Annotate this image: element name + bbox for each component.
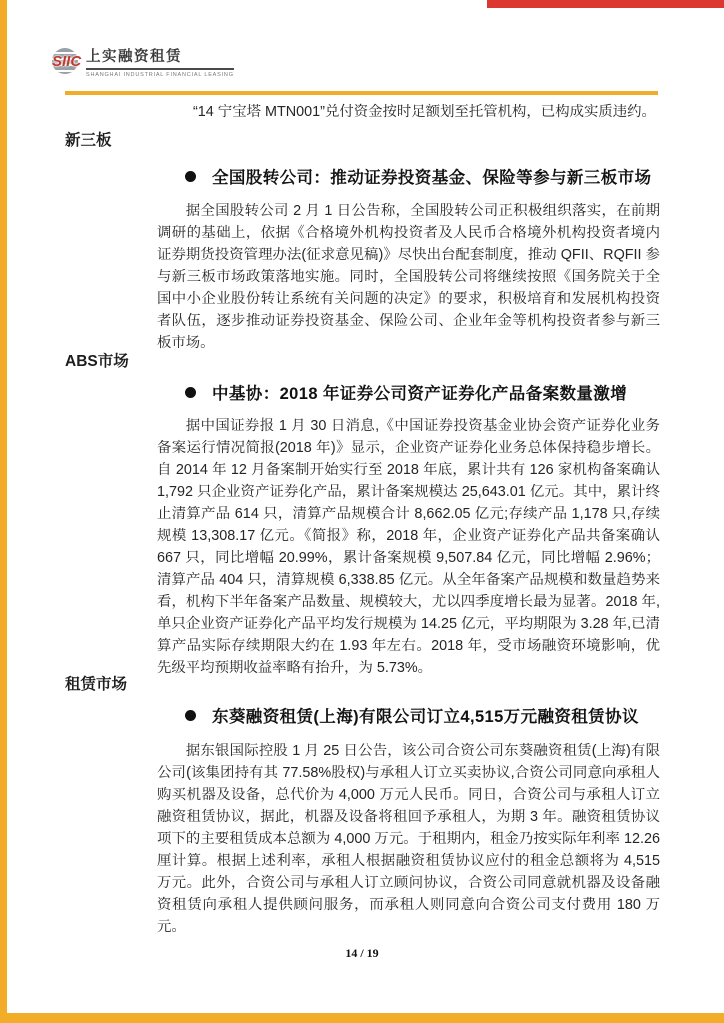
bottom-yellow-bar	[0, 1013, 724, 1023]
section-title-leasing: 租赁市场	[65, 676, 128, 693]
page-number: 14 / 19	[345, 946, 379, 960]
bullet-icon	[185, 710, 196, 721]
bullet-icon	[185, 171, 196, 182]
paragraph-leasing: 据东银国际控股 1 月 25 日公告，该公司合资公司东葵融资租赁(上海)有限公司(该集团持有其 77.58%股权)与承租人订立买卖协议,合资公司同意向承租人购买机器及设备，总代价为 4,000 万元人民币。同日，合资公司与承租人订立融资租赁协议，据此，机器及设备将租回予承租人，为期 3 年。融资租赁协议项下的主要租赁成本总额为 4,000 万元。于租期内，租金乃按实际年利率 12.26 厘计算。根据上述利率，承租人根据融资租赁协议应付的租金总额将为 4,515 万元。此外，合资公司与承租人订立顾问协议，合资公司同意就机器及设备融资租赁向承租人提供顾问服务，而承租人则同意向合资公司支付费用 180 万元。	[157, 743, 660, 935]
header-divider-rule	[65, 91, 658, 95]
company-name-cn: 上实融资租赁	[86, 45, 234, 70]
section-title-abs: ABS市场	[65, 353, 129, 370]
intro-carryover-line: “14 宁宝塔 MTN001”兑付资金按时足额划至托管机构，已构成实质违约。	[193, 104, 656, 120]
section-title-neeq: 新三板	[65, 132, 112, 149]
paragraph-neeq: 据全国股转公司 2 月 1 日公告称，全国股转公司正积极组织落实，在前期调研的基础上，依据《合格境外机构投资者及人民币合格境外机构投资者境内证券期货投资管理办法(征求意见稿)》尽快出台配套制度，推动 QFII、RQFII 参与新三板市场政策落地实施。同时，全国股转公司将继续按照《国务院关于全国中小企业股份转让系统有关问题的决定》的要求，积极培育和发展机构投资者队伍，逐步推动证券投资基金、保险公司、企业年金等机构投资者参与新三板市场。	[157, 203, 660, 351]
bullet-icon	[185, 387, 196, 398]
left-yellow-bar	[0, 0, 7, 1023]
paragraph-abs: 据中国证券报 1 月 30 日消息,《中国证券投资基金业协会资产证券化业务备案运行情况简报(2018 年)》显示，企业资产证券化业务总体保持稳步增长。自 2014 年 12 月备案制开始实行至 2018 年底，累计共有 126 家机构备案确认 1,792 只企业资产证券化产品，累计备案规模达 25,643.01 亿元。其中，累计终止清算产品 614 只，清算产品规模合计 8,662.05 亿元;存续产品 1,178 只,存续规模 13,308.17 亿元。《简报》称，2018 年，企业资产证券化产品共备案确认 667 只，同比增幅 20.99%，累计备案规模 9,507.84 亿元，同比增幅 2.96%；清算产品 404 只，清算规模 6,338.85 亿元。从全年备案产品规模和数量趋势来看，机构下半年备案产品数量、规模较大，尤以四季度增长最为显著。2018 年,单只企业资产证券化产品平均发行规模为 14.25 亿元，平均期限为 3.28 年,已清算产品实际存续期限大约在 1.93 年左右。2018 年，受市场融资环境影响，优先级平均预期收益率略有抬升，为 5.73%。	[157, 418, 660, 676]
top-right-red-bar	[487, 0, 724, 8]
bullet-heading-abs: 中基协：2018 年证券公司资产证券化产品备案数量激增	[157, 380, 660, 404]
bullet-heading-leasing: 东葵融资租赁(上海)有限公司订立4,515万元融资租赁协议	[157, 703, 660, 727]
company-logo	[52, 45, 234, 78]
company-name-en: SHANGHAI INDUSTRIAL FINANCIAL LEASING	[86, 72, 234, 78]
bullet-heading-neeq: 全国股转公司：推动证券投资基金、保险等参与新三板市场	[157, 164, 660, 188]
logo-siic-text: SIIC	[52, 53, 82, 70]
globe-icon	[52, 45, 82, 77]
